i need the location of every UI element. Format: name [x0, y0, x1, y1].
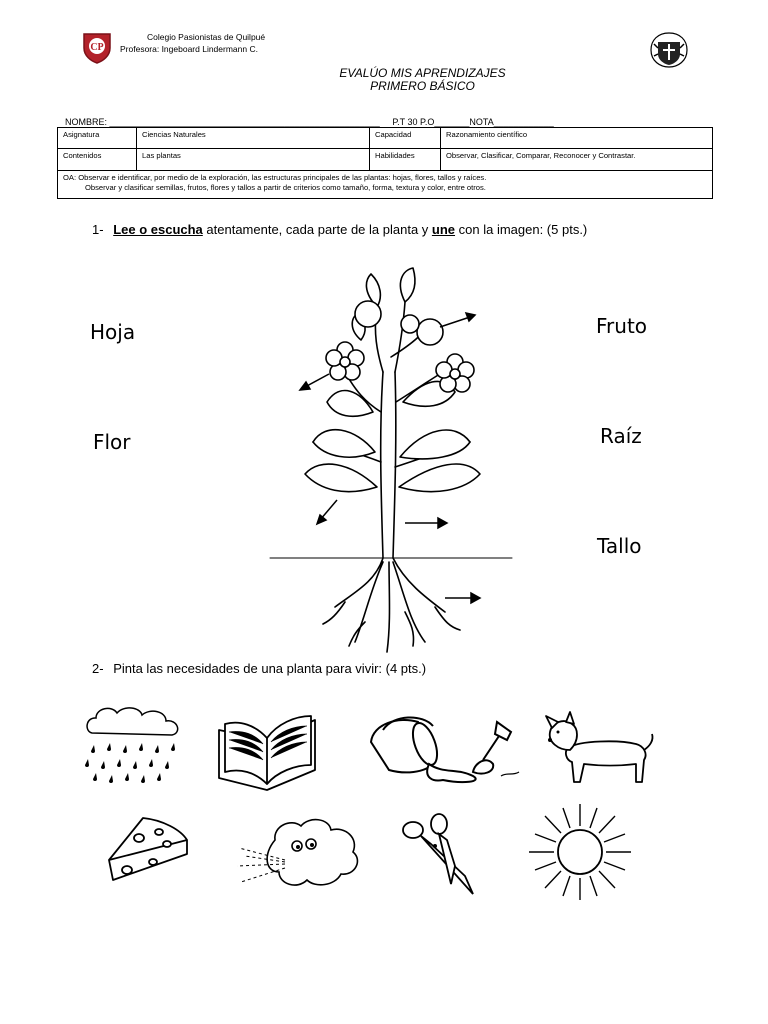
- capacidad-label: Capacidad: [370, 128, 441, 149]
- label-hoja[interactable]: Hoja: [90, 320, 136, 344]
- wind-cloud-icon[interactable]: [235, 810, 365, 900]
- question-1: [92, 222, 587, 237]
- sun-icon[interactable]: [525, 800, 635, 905]
- label-fruto[interactable]: Fruto: [596, 314, 648, 338]
- teacher-name: Profesora: Ingeboard Lindermann C.: [120, 44, 258, 54]
- dog-icon[interactable]: [540, 710, 660, 790]
- question-1-bold-2: une: [431, 222, 456, 237]
- student-info-line[interactable]: [65, 117, 695, 127]
- scissors-icon[interactable]: [395, 810, 485, 900]
- habilidades-label: Habilidades: [370, 149, 441, 171]
- book-icon[interactable]: [215, 710, 320, 795]
- plant-drawing: [265, 262, 520, 657]
- asignatura-value: Ciencias Naturales: [137, 128, 370, 149]
- document-title: [0, 67, 768, 93]
- habilidades-value: Observar, Clasificar, Comparar, Reconocer y Contrastar.: [441, 149, 713, 171]
- capacidad-value: Razonamiento científico: [441, 128, 713, 149]
- nombre-field[interactable]: NOMBRE: ______________________________________________________: [65, 117, 380, 127]
- oa-line-2: Observar y clasificar semillas, frutos, flores y tallos a partir de criterios como tamaño, forma, textura y color, entre otros.: [85, 183, 486, 192]
- asignatura-label: Asignatura: [58, 128, 137, 149]
- school-header: [120, 31, 265, 55]
- contenidos-label: Contenidos: [58, 149, 137, 171]
- question-2: [92, 661, 426, 676]
- school-name: Colegio Pasionistas de Quilpué: [147, 32, 266, 42]
- svg-text:CP: CP: [90, 42, 104, 53]
- label-tallo[interactable]: Tallo: [597, 534, 642, 558]
- school-logo: [80, 30, 114, 64]
- info-table: [57, 127, 713, 199]
- title-line-1: EVALÚO MIS APRENDIZAJES: [339, 66, 506, 80]
- label-raiz[interactable]: Raíz: [600, 424, 642, 448]
- pt-nota-field[interactable]: P.T 30 P.O_______NOTA____________: [392, 117, 554, 127]
- question-2-number: 2-: [92, 661, 104, 676]
- spilled-bucket-icon[interactable]: [363, 712, 523, 792]
- label-flor[interactable]: Flor: [93, 430, 131, 454]
- oa-line-1: OA: Observar e identificar, por medio de la exploración, las estructuras principales de las plantas: hojas, flores, tallos y raíces.: [63, 173, 487, 182]
- question-1-mid: atentamente, cada parte de la planta y: [202, 222, 432, 237]
- rain-cloud-icon[interactable]: [82, 703, 187, 783]
- question-1-end: con la imagen: (5 pts.): [455, 222, 588, 237]
- question-2-text: Pinta las necesidades de una planta para vivir: (4 pts.): [113, 661, 427, 676]
- oa-cell: [58, 171, 713, 199]
- question-1-number: 1-: [92, 222, 104, 237]
- passionist-emblem: [648, 30, 690, 70]
- question-1-bold-1: Lee o escucha: [113, 222, 203, 237]
- title-line-2: PRIMERO BÁSICO: [370, 79, 475, 93]
- contenidos-value: Las plantas: [137, 149, 370, 171]
- cheese-icon[interactable]: [103, 810, 191, 885]
